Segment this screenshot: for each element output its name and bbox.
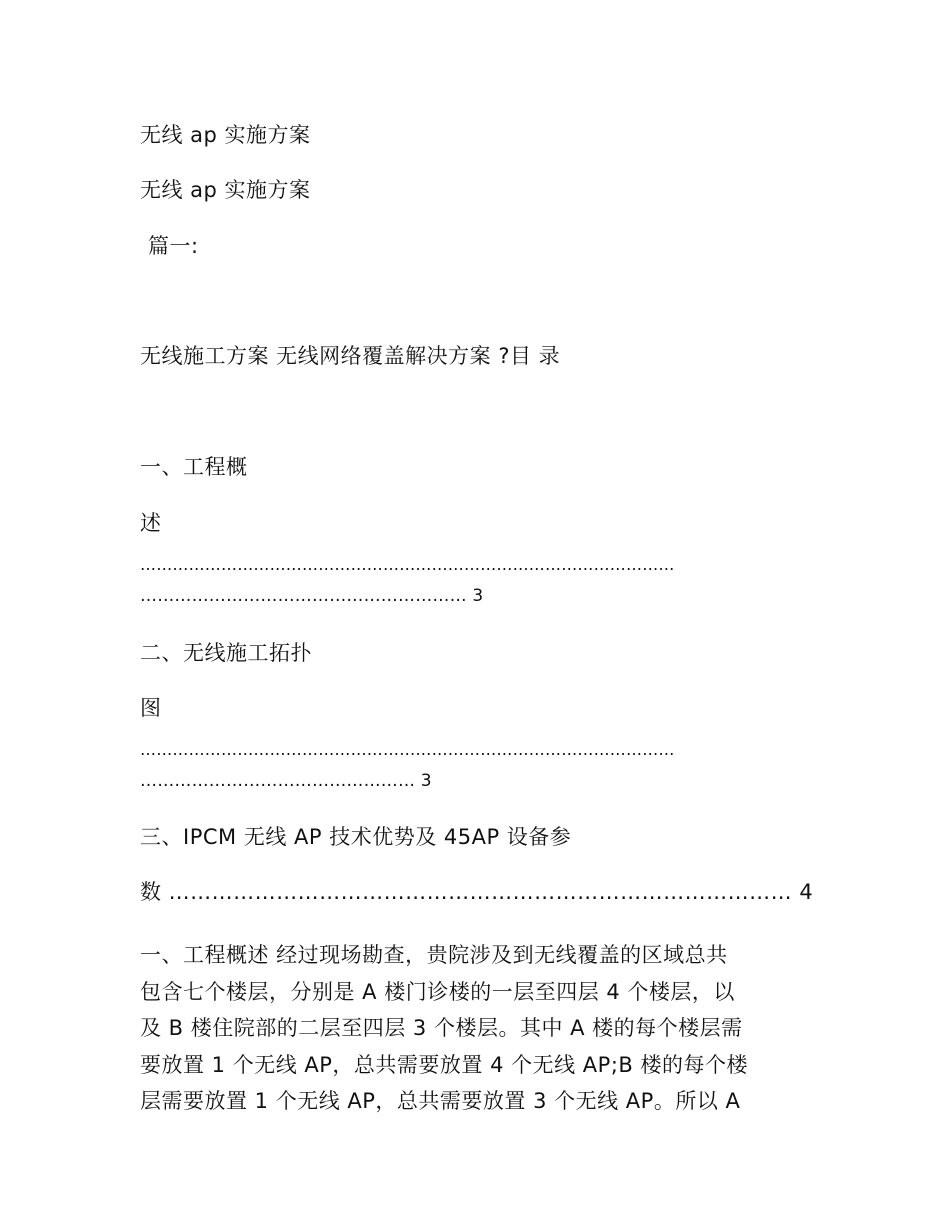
toc-entry-2-title: 二、无线施工拓扑 <box>140 641 312 665</box>
toc-entry-1-page: ………………………………………………… 3 <box>140 586 484 606</box>
part-label: 篇一: <box>148 234 199 258</box>
body-line-3: 及 B 楼住院部的二层至四层 3 个楼层。其中 A 楼的每个楼层需 <box>140 1016 743 1040</box>
section-heading: 无线施工方案 无线网络覆盖解决方案 ?目 录 <box>140 344 561 368</box>
body-line-2: 包含七个楼层，分别是 A 楼门诊楼的一层至四层 4 个楼层，以 <box>140 979 735 1004</box>
toc-entry-3-title: 三、IPCM 无线 AP 技术优势及 45AP 设备参 <box>140 825 572 849</box>
toc-entry-1-title-cont: 述 <box>140 511 162 535</box>
body-line-5: 层需要放置 1 个无线 AP，总共需要放置 3 个无线 AP。所以 A <box>140 1089 741 1113</box>
toc-entry-3-title-cont: 数 …………………………………………………………………………… 4 <box>140 880 814 904</box>
body-line-4: 要放置 1 个无线 AP，总共需要放置 4 个无线 AP;B 楼的每个楼 <box>140 1052 748 1077</box>
doc-title: 无线 ap 实施方案 <box>140 123 311 147</box>
doc-subtitle: 无线 ap 实施方案 <box>140 178 311 202</box>
toc-entry-2-title-cont: 图 <box>140 696 162 720</box>
toc-entry-1-title: 一、工程概 <box>140 455 248 479</box>
toc-entry-1-leader: ……………………………………………………………………………………… <box>140 555 675 574</box>
body-paragraph <box>140 937 812 1120</box>
body-line-1: 一、工程概述 经过现场勘查，贵院涉及到无线覆盖的区域总共 <box>140 943 728 967</box>
toc-entry-2-page: ………………………………………… 3 <box>140 771 432 791</box>
toc-entry-2-leader: ……………………………………………………………………………………… <box>140 740 675 759</box>
